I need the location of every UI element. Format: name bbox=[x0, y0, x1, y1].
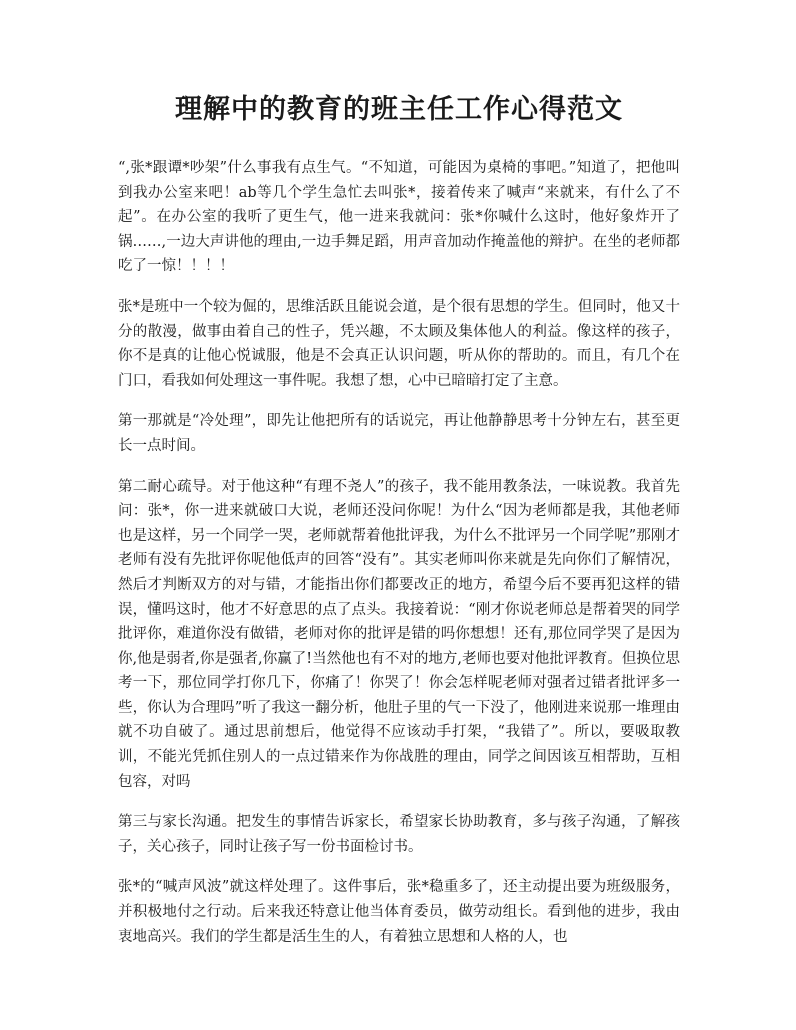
paragraph-2: 张*是班中一个较为倔的，思维活跃且能说会道，是个很有思想的学生。但同时，他又十分的散漫，做事由着自己的性子，凭兴趣，不太顾及集体他人的利益。像这样的孩子，你不是真的让他心悦诚服，他是不会真正认识问题，听从你的帮助的。而且，有几个在门口，看我如何处理这一事件呢。我想了想，心中已暗暗打定了主意。 bbox=[118, 298, 680, 389]
paragraph-1: “,张*跟谭*吵架”什么事我有点生气。“不知道，可能因为桌椅的事吧。”知道了，把他叫到我办公室来吧！ab等几个学生急忙去叫张*，接着传来了喊声“来就来，有什么了不起”。在办公室的我听了更生气，他一进来我就问：张*你喊什么这时，他好象炸开了锅……,一边大声讲他的理由,一边手舞足蹈，用声音加动作掩盖他的辩护。在坐的老师都吃了一惊！！！！ bbox=[118, 160, 680, 275]
paragraph-6: 张*的“喊声风波”就这样处理了。这件事后，张*稳重多了，还主动提出要为班级服务，并积极地付之行动。后来我还特意让他当体育委员，做劳动组长。看到他的进步，我由衷地高兴。我们的学生都是活生生的人，有着独立思想和人格的人，也 bbox=[118, 879, 680, 945]
document-page bbox=[118, 90, 680, 965]
paragraph-5: 第三与家长沟通。把发生的事情告诉家长，希望家长协助教育，多与孩子沟通，了解孩子，关心孩子，同时让孩子写一份书面检讨书。 bbox=[118, 814, 680, 855]
paragraph-3: 第一那就是“冷处理”，即先让他把所有的话说完，再让他静静思考十分钟左右，甚至更长一点时间。 bbox=[118, 413, 680, 454]
document-title: 理解中的教育的班主任工作心得范文 bbox=[175, 94, 623, 125]
paragraph-4: 第二耐心疏导。对于他这种“有理不尧人”的孩子，我不能用教条法，一味说教。我首先问：张*，你一进来就破口大说，老师还没问你呢！为什么“因为老师都是我，其他老师也是这样，另一个同学一哭，老师就帮着他批评我，为什么不批评另一个同学呢”那刚才老师有没有先批评你呢他低声的回答“没有”。其实老师叫你来就是先向你们了解情况，然后才判断双方的对与错，才能指出你们都要改正的地方，希望今后不要再犯这样的错误，懂吗这时，他才不好意思的点了点头。我接着说：“刚才你说老师总是帮着哭的同学批评你，难道你没有做错，老师对你的批评是错的吗你想想！还有,那位同学哭了是因为你,他是弱者,你是强者,你赢了!当然他也有不对的地方,老师也要对他批评教育。但换位思考一下，那位同学打你几下，你痛了！你哭了！你会怎样呢老师对强者过错者批评多一些，你认为合理吗”听了我这一翻分析，他肚子里的气一下没了，他刚进来说那一堆理由就不功自破了。通过思前想后，他觉得不应该动手打架，“我错了”。所以，要吸取教训，不能光凭抓住别人的一点过错来作为你战胜的理由，同学之间因该互相帮助，互相包容，对吗 bbox=[118, 478, 680, 790]
